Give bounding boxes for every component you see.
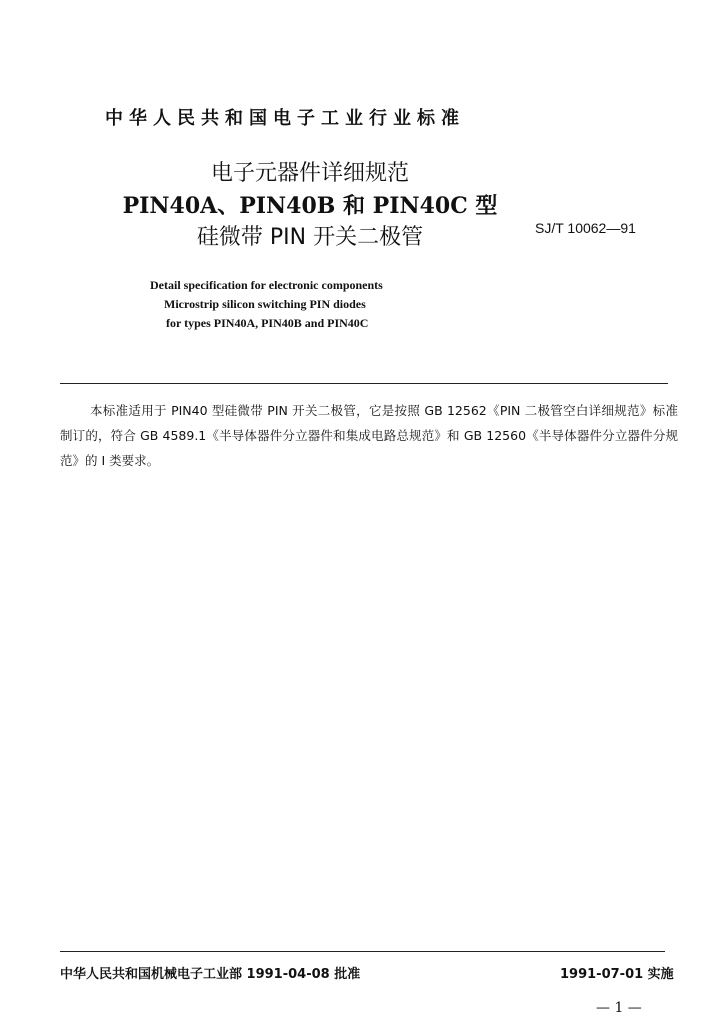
- body-text: [60, 398, 678, 473]
- effective-date: 1991-07-01 实施: [560, 967, 674, 982]
- english-title-line-2: Microstrip silicon switching PIN diodes: [164, 297, 366, 311]
- title-line-2: PIN40A、PIN40B 和 PIN40C 型: [122, 193, 498, 219]
- title-line-3: 硅微带 PIN 开关二极管: [196, 225, 424, 250]
- approval-note: 中华人民共和国机械电子工业部 1991-04-08 批准: [60, 967, 361, 982]
- english-title-line-3: for types PIN40A, PIN40B and PIN40C: [166, 316, 369, 330]
- scope-paragraph: 本标准适用于 PIN40 型硅微带 PIN 开关二极管，它是按照 GB 12562《PIN 二极管空白详细规范》标准制订的，符合 GB 4589.1《半导体器件分立器件和集成电路总规范》和 GB 12560《半导体器件分立器件分规范》的 Ⅰ 类要求。: [60, 403, 678, 468]
- english-title-block: [150, 276, 470, 333]
- issuing-organization: 中华人民共和国电子工业行业标准: [105, 108, 465, 129]
- page-number: — 1 —: [596, 1000, 642, 1016]
- bottom-divider: [60, 951, 665, 952]
- standard-number: SJ/T 10062—91: [535, 220, 636, 236]
- chinese-title-block: [110, 158, 510, 254]
- english-title-line-1: Detail specification for electronic components: [150, 278, 383, 292]
- title-line-1: 电子元器件详细规范: [210, 161, 409, 186]
- top-divider: [60, 383, 668, 384]
